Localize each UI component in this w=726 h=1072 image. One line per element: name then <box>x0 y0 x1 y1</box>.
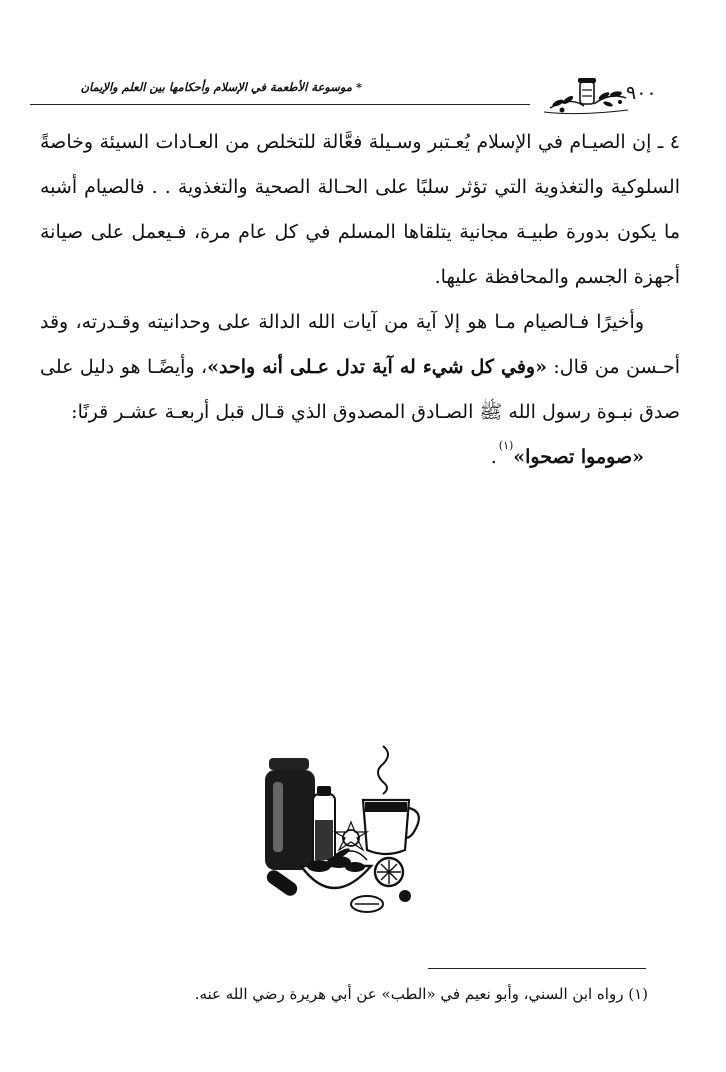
paragraph-conclusion <box>40 300 680 482</box>
paragraph-point-4: ٤ ـ إن الصيـام في الإسلام يُعـتبر وسـيلة فعَّالة للتخلص من العـادات السيئة وخاصةً السلوكية والتغذوية التي تؤثر سلبًا على الحـالة الصحية والتغذوية . . فالصيام أشبه ما يكون بدورة طبيـة مجانية يتلقاها المسلم في كل عام مرة، فـيعمل على صيانة أجهزة الجسم والمحافظة عليها. <box>40 131 680 288</box>
page-number: ٩٠٠ <box>626 82 657 104</box>
header-rule <box>30 104 530 105</box>
footnote: (١) رواه ابن السني، وأبو نعيم في «الطب» عن أبي هريرة رضي الله عنه. <box>194 985 648 1003</box>
footnote-rule <box>428 968 646 969</box>
body-text <box>40 120 680 482</box>
floral-ornament-icon <box>540 72 630 116</box>
footnote-reference[interactable]: (١) <box>498 439 514 452</box>
running-title: * موسوعة الأطعمة في الإسلام وأحكامها بين العلم والإيمان <box>80 80 362 94</box>
food-illustration-icon <box>255 742 425 917</box>
sentence-end: . <box>490 446 497 468</box>
paragraph-text-part1: وأخيرًا فـالصيام مـا هو إلا آية من آيات الله الدالة على وحدانيته وقـدرته، وقد أحـسن من قال: <box>40 311 681 378</box>
poetry-quote: «وفي كل شيء له آية تدل عـلى أنه واحد» <box>207 356 547 378</box>
hadith-quote: «صوموا تصحوا» <box>513 446 644 468</box>
paragraph-text-part2: ، وأيضًـا هو دليل على صدق نبـوة رسول الله ﷺ الصـادق المصدوق الذي قـال قبل أربعـة عشـر قرنًا: <box>40 356 680 423</box>
page-header <box>30 72 660 116</box>
hadith-line <box>40 435 680 482</box>
